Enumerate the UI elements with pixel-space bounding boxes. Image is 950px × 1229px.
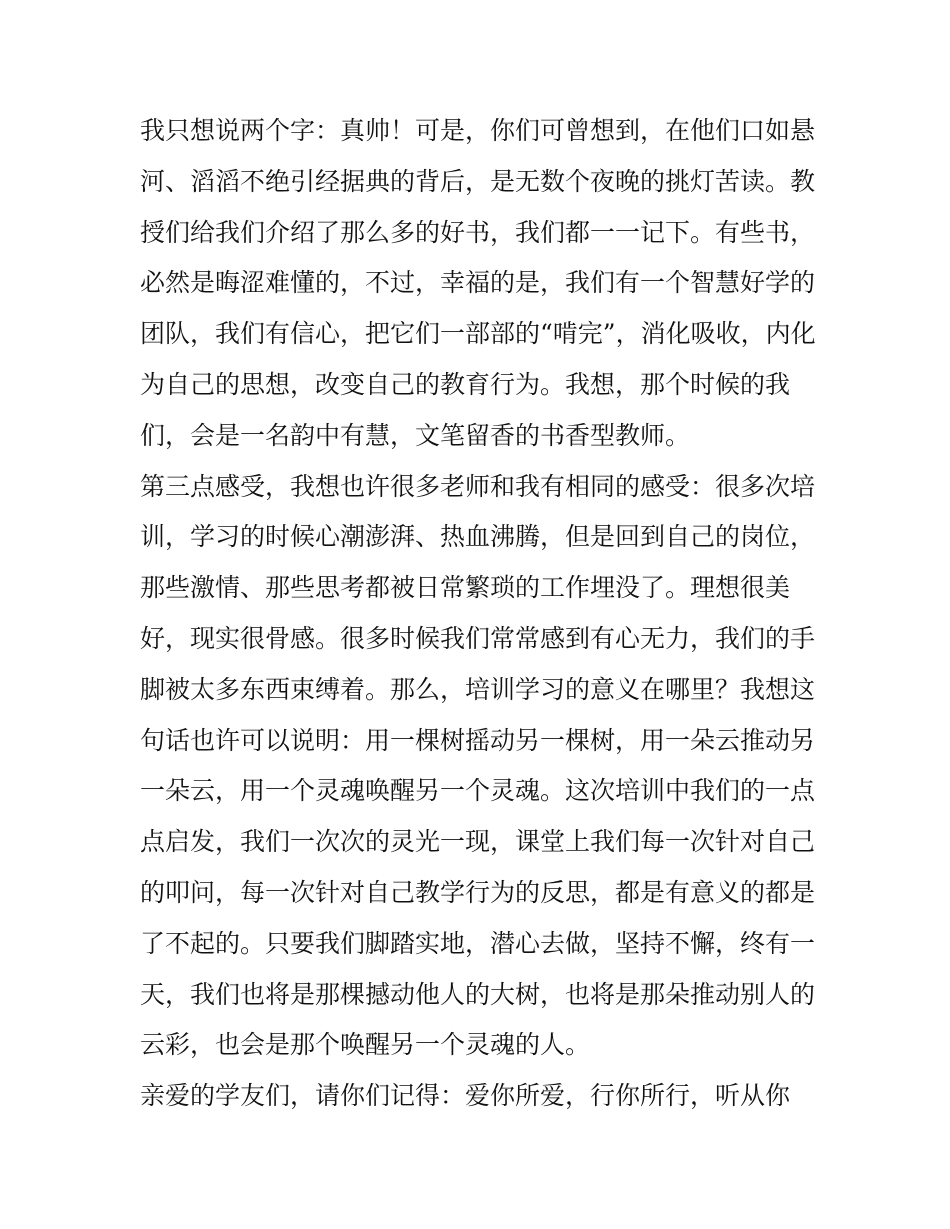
text-line: 那些激情、那些思考都被日常繁琐的工作埋没了。理想很美	[140, 573, 791, 603]
text-line: 好，现实很骨感。很多时候我们常常感到有心无力，我们的手	[140, 623, 816, 653]
text-line: 必然是晦涩难懂的，不过，幸福的是，我们有一个智慧好学的	[140, 268, 816, 298]
text-line: 河、滔滔不绝引经据典的背后，是无数个夜晚的挑灯苦读。教	[140, 166, 816, 196]
text-line: 为自己的思想，改变自己的教育行为。我想，那个时候的我	[140, 369, 791, 399]
text-line: 我只想说两个字：真帅！可是，你们可曾想到，在他们口如悬	[140, 116, 816, 145]
text-line: 句话也许可以说明：用一棵树摇动另一棵树，用一朵云推动另	[140, 725, 816, 755]
text-line: 授们给我们介绍了那么多的好书，我们都一一记下。有些书，	[140, 217, 816, 247]
text-line: 一朵云，用一个灵魂唤醒另一个灵魂。这次培训中我们的一点	[140, 776, 816, 806]
text-line: 了不起的。只要我们脚踏实地，潜心去做，坚持不懈，终有一	[140, 928, 816, 958]
text-line: 的叩问，每一次针对自己教学行为的反思，都是有意义的都是	[140, 877, 816, 907]
text-line: 天，我们也将是那棵撼动他人的大树，也将是那朵推动别人的	[140, 979, 816, 1009]
text-line: 点启发，我们一次次的灵光一现，课堂上我们每一次针对自己	[140, 827, 816, 857]
text-line: 脚被太多东西束缚着。那么，培训学习的意义在哪里？我想这	[140, 674, 816, 704]
text-line: 们，会是一名韵中有慧，文笔留香的书香型教师。	[140, 420, 691, 450]
body-text	[140, 106, 820, 1122]
text-line: 第三点感受，我想也许很多老师和我有相同的感受：很多次培	[140, 471, 816, 501]
text-line: 训，学习的时候心潮澎湃、热血沸腾，但是回到自己的岗位，	[140, 522, 816, 552]
text-line: 亲爱的学友们，请你们记得：爱你所爱，行你所行，听从你	[140, 1081, 791, 1111]
text-line: 云彩，也会是那个唤醒另一个灵魂的人。	[140, 1030, 591, 1060]
text-line: 团队，我们有信心，把它们一部部的“啃完”，消化吸收，内化	[140, 319, 816, 349]
